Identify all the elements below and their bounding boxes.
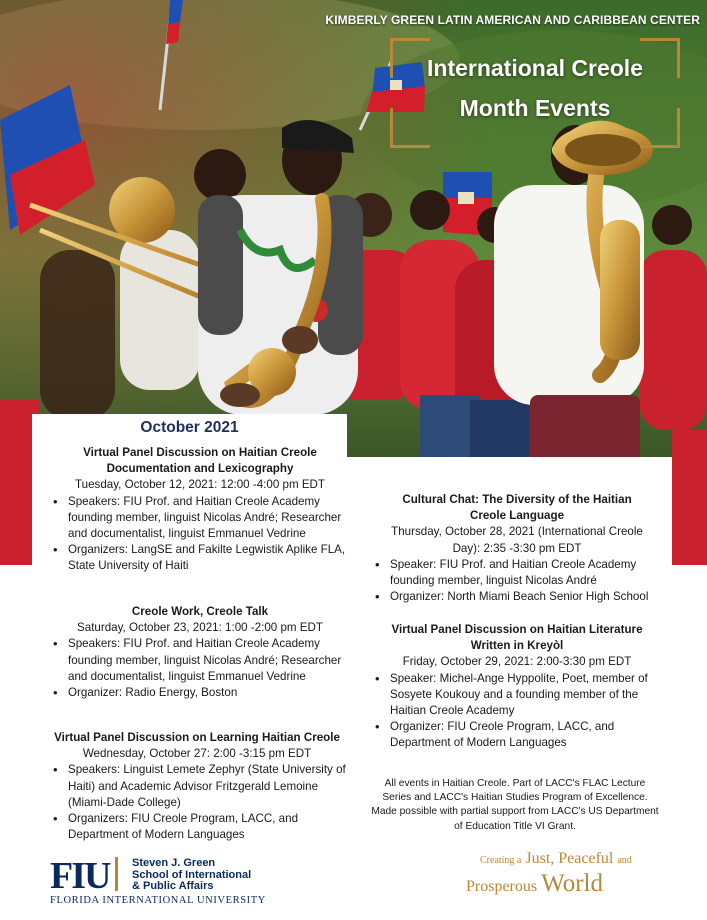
fiu-letters: FIU: [50, 855, 110, 897]
title-line-2: Month Events: [459, 95, 611, 121]
school-name-line: School of International: [132, 868, 252, 881]
tag-prosperous: Prosperous: [466, 878, 538, 895]
event-date: Tuesday, October 12, 2021: 12:00 -4:00 pm EDT: [74, 478, 326, 492]
event-details: [372, 557, 662, 606]
event-title-line: Cultural Chat: The Diversity of the Haitian: [402, 493, 632, 506]
title-line-1: International Creole: [427, 55, 643, 81]
tag-world: World: [541, 870, 603, 897]
event-title: [372, 622, 662, 654]
event-organizer: • Organizer: North Miami Beach Senior High School: [372, 589, 662, 605]
event-organizers: • Organizers: LangSE and Fakilte Legwistik Aplike FLA, State University of Haiti: [50, 542, 350, 574]
event-cultural-chat: [372, 492, 662, 605]
event-documentation-lexicography: [50, 445, 350, 575]
funding-note: All events in Haitian Creole. Part of LACC's FLAC Lecture Series and LACC's Haitian Studies Program of Excellence. Made possible with partial support from LACC's US Department of Education Title VI Grant.: [371, 778, 659, 832]
school-name-line: Steven J. Green: [132, 857, 216, 869]
event-organizers: • Organizers: FIU Creole Program, LACC, and Department of Modern Languages: [50, 811, 356, 843]
event-date-line: Day): 2:35 -3:30 pm EDT: [452, 541, 582, 555]
event-details: [50, 494, 350, 575]
tagline-line-2: [466, 870, 603, 898]
event-speakers: • Speakers: FIU Prof. and Haitian Creole Academy founding member, linguist Nicolas André; Researcher and documentalist, linguist Emmanuel Vedrine: [50, 494, 350, 543]
event-learning-haitian-creole: [38, 730, 356, 843]
event-creole-work-creole-talk: [50, 604, 350, 701]
event-date: Saturday, October 23, 2021: 1:00 -2:00 pm EDT: [77, 621, 323, 635]
event-title-line: Virtual Panel Discussion on Haitian Literature: [391, 623, 643, 636]
center-name: KIMBERLY GREEN LATIN AMERICAN AND CARIBBEAN CENTER: [325, 13, 700, 27]
event-details: [38, 762, 356, 843]
month-heading: October 2021: [140, 419, 239, 436]
title-frame: [390, 38, 680, 148]
event-title: Creole Work, Creole Talk: [131, 605, 269, 618]
event-details: [372, 671, 662, 752]
event-title-line: Virtual Panel Discussion on Haitian Creole: [83, 446, 317, 459]
event-title: [372, 492, 662, 524]
tagline-line-1: [480, 850, 632, 868]
event-date: Friday, October 29, 2021: 2:00-3:30 pm EDT: [402, 655, 632, 669]
event-title-line: Written in Kreyòl: [470, 639, 564, 653]
event-speaker: • Speaker: Michel-Ange Hyppolite, Poet, member of Sosyete Koukouy and a founding member of the Haitian Creole Academy: [372, 671, 662, 720]
event-haitian-literature: [372, 622, 662, 752]
event-title: [50, 445, 350, 477]
event-date: Wednesday, October 27: 2:00 -3:15 pm EDT: [82, 747, 312, 761]
event-details: [50, 636, 350, 701]
fiu-logo: [50, 855, 270, 913]
event-title-line: Creole Language: [469, 509, 565, 523]
event-organizer: • Organizer: Radio Energy, Boston: [50, 685, 350, 701]
event-title-line: Documentation and Lexicography: [106, 462, 294, 476]
event-title: Virtual Panel Discussion on Learning Haitian Creole: [54, 731, 340, 744]
school-name-line: & Public Affairs: [132, 880, 214, 892]
tag-just-peaceful: Just, Peaceful: [525, 850, 614, 867]
tag-and: and: [617, 855, 632, 866]
event-date-line: Thursday, October 28, 2021 (International Creole: [391, 525, 643, 539]
event-date: [372, 524, 662, 556]
tag-creating: Creating a: [480, 855, 522, 866]
university-name: FLORIDA INTERNATIONAL UNIVERSITY: [50, 895, 266, 906]
page-title: [390, 48, 680, 128]
school-name: [132, 858, 251, 893]
logo-divider: [115, 857, 118, 891]
event-speaker: • Speaker: FIU Prof. and Haitian Creole Academy founding member, linguist Nicolas André: [372, 557, 662, 589]
event-organizer: • Organizer: FIU Creole Program, LACC, and Department of Modern Languages: [372, 719, 662, 751]
fiu-wordmark: [50, 857, 118, 895]
event-speakers: • Speakers: FIU Prof. and Haitian Creole Academy founding member, linguist Nicolas André; Researcher and documentalist, linguist Emmanuel Vedrine: [50, 636, 350, 685]
event-speakers: • Speakers: Linguist Lemete Zephyr (State University of Haiti) and Academic Advisor Fritzgerald Lemoine (Miami-Dade College): [50, 762, 356, 811]
